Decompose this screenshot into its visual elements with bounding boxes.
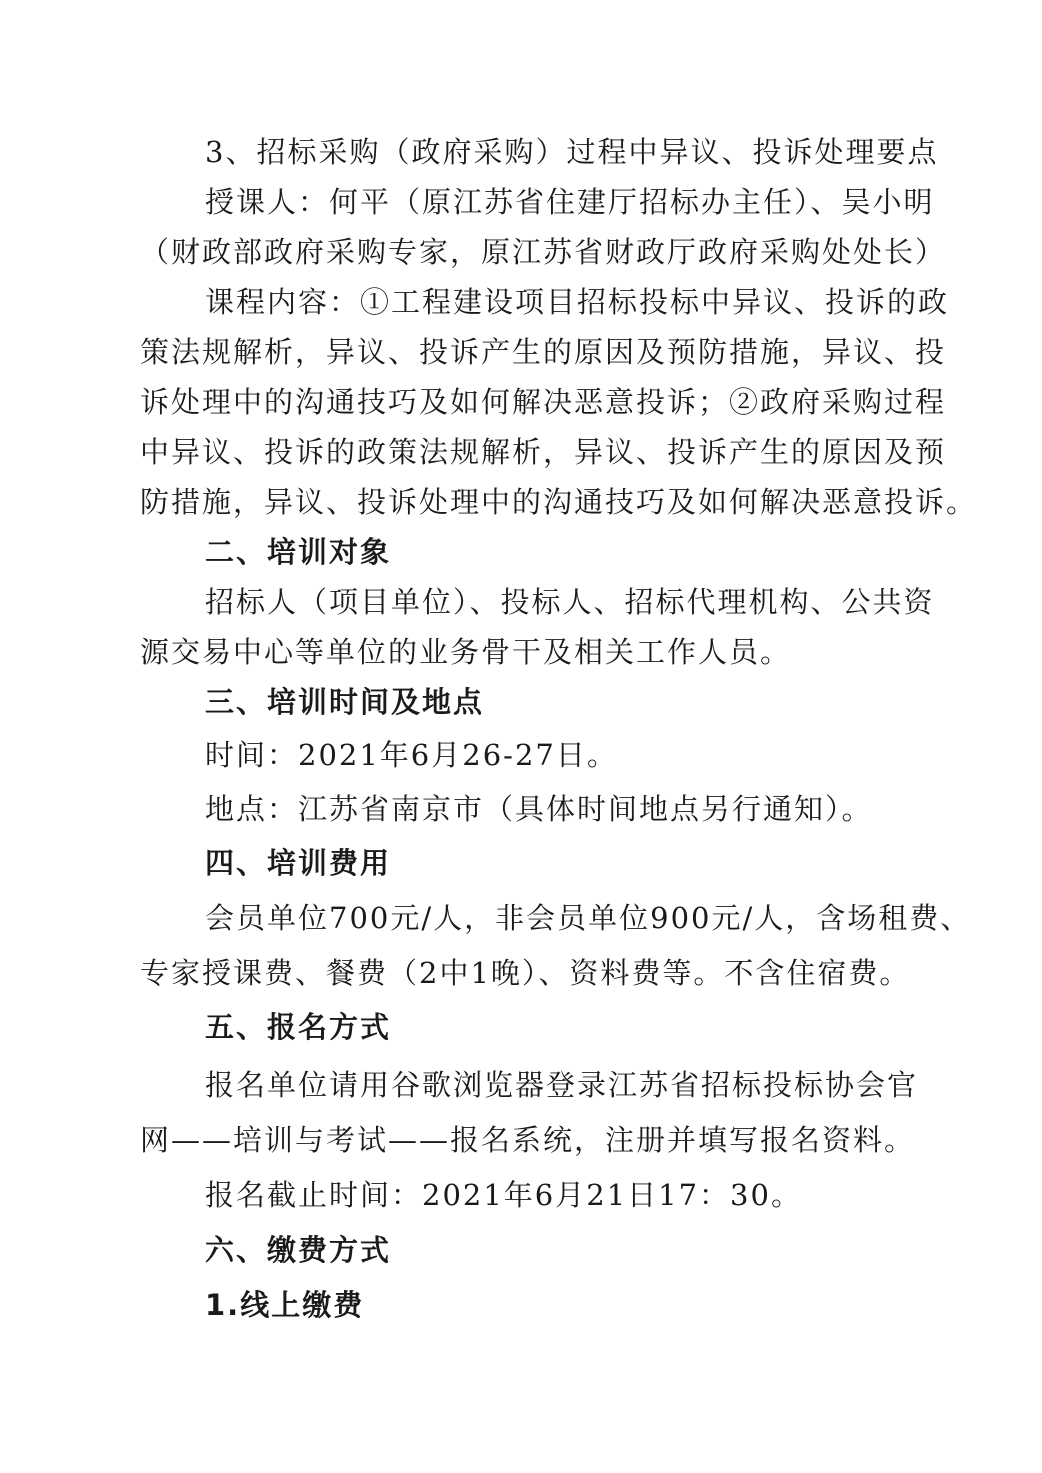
section-heading-training-target: 二、培训对象 xyxy=(205,535,392,569)
fee-line: 专家授课费、餐费（2中1晚）、资料费等。不含住宿费。 xyxy=(140,956,911,990)
section-heading-payment: 六、缴费方式 xyxy=(205,1233,392,1267)
registration-line: 网——培训与考试——报名系统，注册并填写报名资料。 xyxy=(140,1123,916,1157)
course-content-line: 课程内容：①工程建设项目招标投标中异议、投诉的政 xyxy=(205,285,950,319)
section-heading-fees: 四、培训费用 xyxy=(205,846,392,880)
course-content-line: 策法规解析，异议、投诉产生的原因及预防措施，异议、投 xyxy=(140,335,947,369)
registration-line: 报名单位请用谷歌浏览器登录江苏省招标投标协会官 xyxy=(205,1068,919,1102)
section-heading-time-place: 三、培训时间及地点 xyxy=(205,685,485,719)
course-content-line: 诉处理中的沟通技巧及如何解决恶意投诉；②政府采购过程 xyxy=(140,385,947,419)
course-content-line: 防措施，异议、投诉处理中的沟通技巧及如何解决恶意投诉。 xyxy=(140,485,978,519)
registration-deadline: 报名截止时间：2021年6月21日17：30。 xyxy=(205,1178,802,1212)
training-place: 地点：江苏省南京市（具体时间地点另行通知）。 xyxy=(205,792,873,826)
section-heading-objection-complaint: 3、招标采购（政府采购）过程中异议、投诉处理要点 xyxy=(205,135,939,169)
training-target-line: 源交易中心等单位的业务骨干及相关工作人员。 xyxy=(140,635,792,669)
section-heading-registration: 五、报名方式 xyxy=(205,1010,392,1044)
training-target-line: 招标人（项目单位）、投标人、招标代理机构、公共资 xyxy=(205,585,935,619)
fee-line: 会员单位700元/人，非会员单位900元/人，含场租费、 xyxy=(205,901,972,935)
course-content-line: 中异议、投诉的政策法规解析，异议、投诉产生的原因及预 xyxy=(140,435,947,469)
payment-online-heading: 1.线上缴费 xyxy=(205,1288,365,1322)
instructor-line-continued: （财政部政府采购专家，原江苏省财政厅政府采购处处长） xyxy=(140,235,947,269)
instructor-line: 授课人：何平（原江苏省住建厅招标办主任）、吴小明 xyxy=(205,185,935,219)
training-time: 时间：2021年6月26-27日。 xyxy=(205,738,618,772)
